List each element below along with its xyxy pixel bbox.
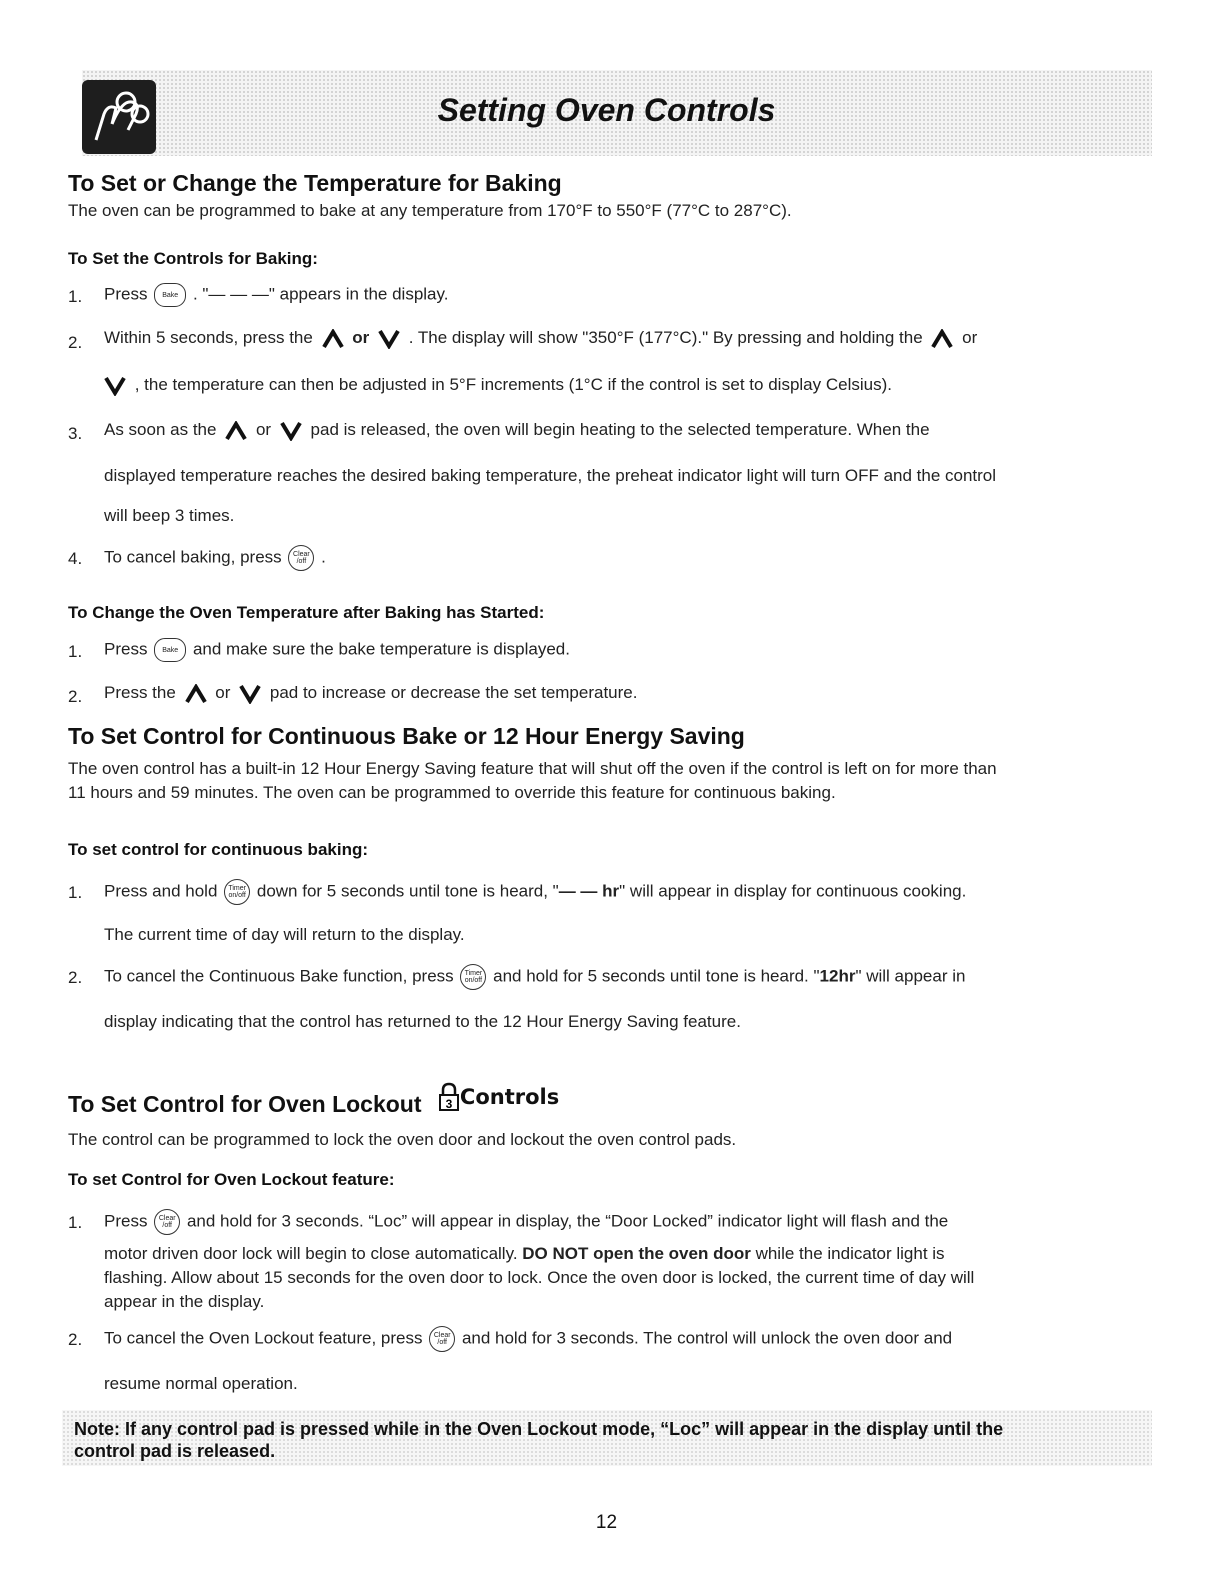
lockout-intro: The control can be programmed to lock the oven door and lockout the oven control pads. — [68, 1130, 737, 1149]
step-number: 2. — [68, 687, 83, 706]
subheading-lockout: To set Control for Oven Lockout feature: — [68, 1170, 395, 1189]
timer-on-off-pad-icon: Timer on/off — [224, 879, 250, 905]
subheading-set-controls: To Set the Controls for Baking: — [68, 249, 318, 268]
step-text: Within 5 seconds, press the or . The display will show "350°F (177°C)." By pressing and holding the or — [104, 328, 978, 347]
step-number: 2. — [68, 968, 83, 987]
page-title: Setting Oven Controls — [437, 92, 776, 128]
bake-pad-icon: Bake — [154, 283, 186, 307]
step-text: flashing. Allow about 15 seconds for the oven door to lock. Once the oven door is locked, the current time of day will — [104, 1268, 975, 1287]
up-arrow-icon — [322, 329, 344, 349]
step-number: 2. — [68, 1330, 83, 1349]
note-text: control pad is released. — [74, 1441, 276, 1461]
clear-off-pad-icon: Clear /off — [288, 545, 314, 571]
section-heading-lockout: To Set Control for Oven Lockout 3 Controls — [68, 1082, 559, 1118]
step-text: As soon as the or pad is released, the oven will begin heating to the selected temperature. When the — [104, 420, 930, 439]
step-text: Press and hold Timer on/off down for 5 seconds until tone is heard, "— — hr" will appear in display for continuous cooking. — [104, 879, 966, 905]
step-text: will beep 3 times. — [104, 506, 235, 525]
down-arrow-icon — [280, 421, 302, 441]
step-text: The current time of day will return to the display. — [104, 925, 465, 944]
step-text: resume normal operation. — [104, 1374, 298, 1393]
down-arrow-icon — [378, 329, 400, 349]
continuous-intro: The oven control has a built-in 12 Hour Energy Saving feature that will shut off the oven if the control is left on for more than — [68, 759, 997, 778]
step-text: Press the or pad to increase or decrease the set temperature. — [104, 683, 638, 702]
note-text: Note: If any control pad is pressed while in the Oven Lockout mode, “Loc” will appear in the display until the — [74, 1419, 1004, 1439]
lock-icon — [438, 1082, 460, 1112]
section-heading-baking: To Set or Change the Temperature for Baking — [68, 170, 562, 196]
down-arrow-icon — [239, 684, 261, 704]
step-number: 1. — [68, 287, 83, 306]
step-text: motor driven door lock will begin to close automatically. DO NOT open the oven door while the indicator light is — [104, 1244, 945, 1263]
step-text: display indicating that the control has returned to the 12 Hour Energy Saving feature. — [104, 1012, 741, 1031]
step-text: To cancel baking, press Clear /off . — [104, 545, 326, 571]
step-text: Press Bake and make sure the bake temperature is displayed. — [104, 638, 570, 662]
svg-text:3: 3 — [445, 1097, 453, 1111]
step-text: To cancel the Continuous Bake function, press Timer on/off and hold for 5 seconds until tone is heard. "12hr" will appear in — [104, 964, 965, 990]
step-number: 1. — [68, 642, 83, 661]
up-arrow-icon — [931, 329, 953, 349]
step-number: 3. — [68, 424, 83, 443]
down-arrow-icon — [104, 376, 126, 396]
baking-intro: The oven can be programmed to bake at any temperature from 170°F to 550°F (77°C to 287°C). — [68, 201, 792, 220]
up-arrow-icon — [185, 684, 207, 704]
step-text: displayed temperature reaches the desired baking temperature, the preheat indicator light will turn OFF and the control — [104, 466, 997, 485]
step-text: To cancel the Oven Lockout feature, press Clear /off and hold for 3 seconds. The control will unlock the oven door and — [104, 1326, 952, 1352]
step-text: Press Bake . "— — —" appears in the display. — [104, 283, 448, 307]
page-number: 12 — [595, 1512, 618, 1533]
subheading-change-temp: To Change the Oven Temperature after Baking has Started: — [68, 603, 545, 622]
continuous-intro: 11 hours and 59 minutes. The oven can be programmed to override this feature for continuous baking. — [68, 783, 836, 802]
step-number: 1. — [68, 1213, 83, 1232]
clear-off-pad-icon: Clear /off — [154, 1209, 180, 1235]
up-arrow-icon — [225, 421, 247, 441]
clear-off-pad-icon: Clear /off — [429, 1326, 455, 1352]
timer-on-off-pad-icon: Timer on/off — [460, 964, 486, 990]
bake-pad-icon: Bake — [154, 638, 186, 662]
step-number: 2. — [68, 333, 83, 352]
section-heading-continuous-bake: To Set Control for Continuous Bake or 12 Hour Energy Saving — [68, 723, 745, 749]
step-number: 1. — [68, 883, 83, 902]
subheading-continuous: To set control for continuous baking: — [68, 840, 369, 859]
step-number: 4. — [68, 549, 83, 568]
lock-controls-label: 3 Controls — [438, 1082, 559, 1112]
step-text: Press Clear /off and hold for 3 seconds. “Loc” will appear in display, the “Door Locked” indicator light will flash and the — [104, 1209, 948, 1235]
step-text: appear in the display. — [104, 1292, 265, 1311]
step-text: , the temperature can then be adjusted in 5°F increments (1°C if the control is set to display Celsius). — [104, 375, 892, 396]
